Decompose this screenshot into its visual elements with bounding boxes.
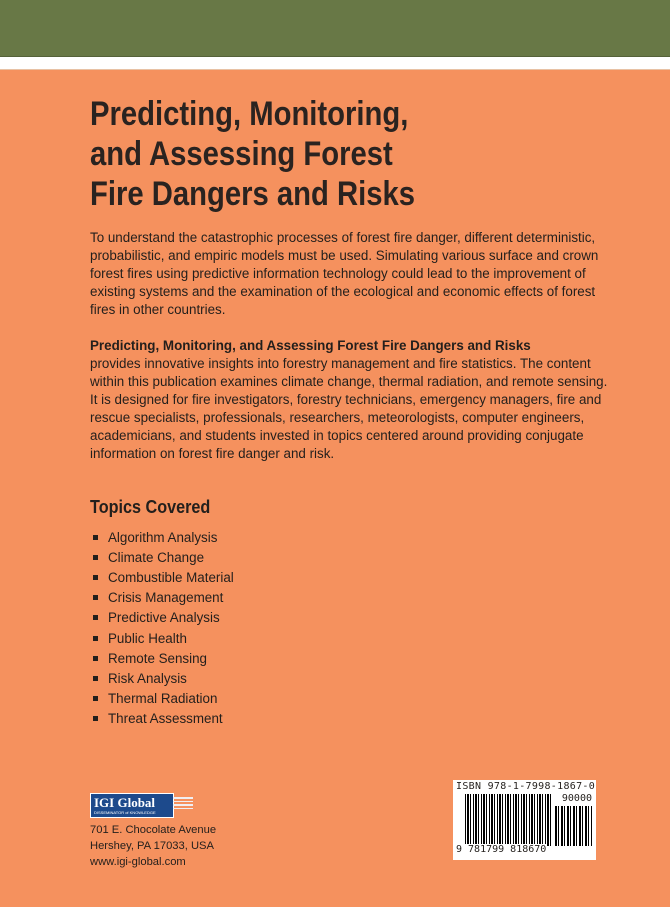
logo-tagline: DISSEMINATOR of KNOWLEDGE <box>94 810 156 815</box>
topic-item <box>90 689 234 709</box>
topic-item <box>90 648 234 668</box>
topic-item <box>90 547 234 567</box>
topic-item <box>90 608 234 628</box>
publisher-website: www.igi-global.com <box>90 856 186 868</box>
bullet-icon <box>93 575 98 580</box>
description-paragraph: To understand the catastrophic processes of forest fire danger, different deterministic, probabilistic, and empiric models must be used. Simulating various surface and crown forest fires using predictive information technology could lead to the improvement of existing systems and the examination of the ecological and economic effects of forest fires in other countries. <box>90 230 599 317</box>
summary-text: provides innovative insights into forestry management and fire statistics. The content within this publication examines climate change, thermal radiation, and remote sensing. It is designed for fire investigators, forestry technicians, emergency managers, fire and rescue specialists, professionals, researchers, meteorologists, computer engineers, academicians, and students invested in topics centered around providing conjugate information on forest fire danger and risk. <box>90 356 608 461</box>
summary-title: Predicting, Monitoring, and Assessing Forest Fire Dangers and Risks <box>90 338 531 353</box>
topics-heading: Topics Covered <box>90 497 211 517</box>
topic-label: Climate Change <box>108 549 205 565</box>
topic-label: Risk Analysis <box>108 670 187 686</box>
address-line: Hershey, PA 17033, USA <box>90 840 214 852</box>
topic-label: Predictive Analysis <box>108 610 220 626</box>
topic-label: Algorithm Analysis <box>108 529 218 545</box>
topic-label: Crisis Management <box>108 590 224 606</box>
book-title <box>90 94 606 214</box>
topic-label: Combustible Material <box>108 569 234 585</box>
bullet-icon <box>93 555 98 560</box>
topic-item <box>90 668 234 688</box>
title-line: and Assessing Forest <box>90 135 393 173</box>
title-line: Fire Dangers and Risks <box>90 175 416 213</box>
bullet-icon <box>93 595 98 600</box>
topic-item <box>90 588 234 608</box>
bullet-icon <box>93 676 98 681</box>
topic-item <box>90 567 234 587</box>
topic-label: Threat Assessment <box>108 711 223 727</box>
topics-list <box>90 527 234 729</box>
isbn-text: ISBN 978-1-7998-1867-0 <box>456 781 596 792</box>
publisher-address <box>90 822 216 870</box>
price-barcode-bars-icon <box>555 806 592 846</box>
bullet-icon <box>93 636 98 641</box>
topic-label: Remote Sensing <box>108 650 207 666</box>
address-line: 701 E. Chocolate Avenue <box>90 824 217 836</box>
topic-item <box>90 709 234 729</box>
igi-global-logo <box>90 793 174 818</box>
isbn-barcode <box>453 780 596 860</box>
barcode-bars-icon <box>465 794 551 846</box>
bullet-icon <box>93 696 98 701</box>
white-stripe <box>0 57 670 70</box>
title-line: Predicting, Monitoring, <box>90 95 409 133</box>
summary-paragraph <box>90 337 610 463</box>
logo-name: IGI Global <box>94 795 156 810</box>
top-band <box>0 0 670 57</box>
bullet-icon <box>93 656 98 661</box>
barcode-digits: 9 781799 818670 <box>456 844 547 855</box>
topic-label: Thermal Radiation <box>108 691 218 707</box>
bullet-icon <box>93 716 98 721</box>
logo-lines-icon <box>173 797 193 811</box>
bullet-icon <box>93 615 98 620</box>
topic-label: Public Health <box>108 630 187 646</box>
topic-item <box>90 628 234 648</box>
topic-item <box>90 527 234 547</box>
price-code: 90000 <box>561 793 592 804</box>
bullet-icon <box>93 535 98 540</box>
